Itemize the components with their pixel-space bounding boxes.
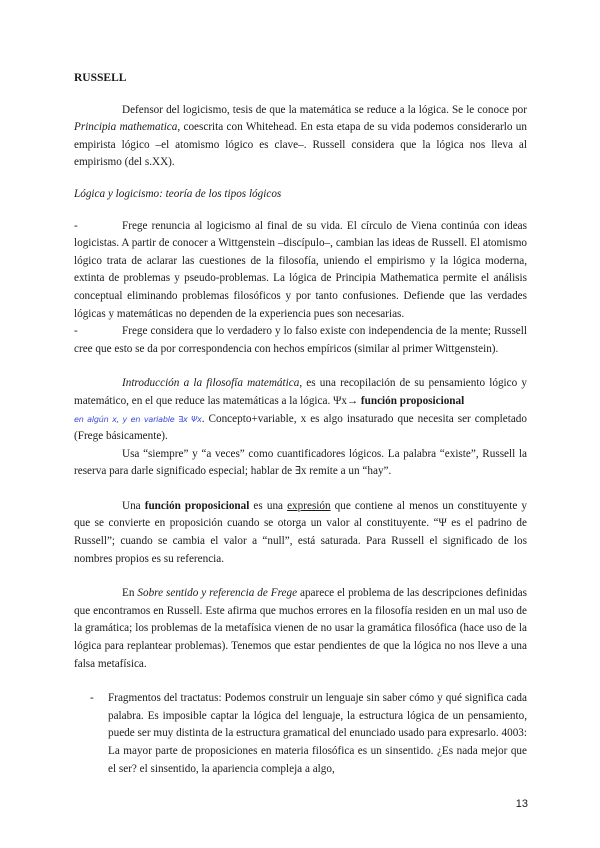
book-title: Sobre sentido y referencia de Frege — [137, 587, 298, 600]
page-number: 13 — [515, 798, 528, 810]
paragraph-cuantificadores: Usa “siempre” y “a veces” como cuantificadores lógicos. La palabra “existe”, Russell la reserva para darle significado especial; hablar de ∃x remite a un “hay”. — [74, 447, 527, 478]
list-item — [90, 690, 527, 778]
paragraph-introduccion — [74, 375, 527, 445]
spacer — [74, 481, 527, 498]
bullet-list — [90, 690, 527, 778]
page-title: RUSSELL — [74, 72, 127, 84]
text: , coescrita con Whitehead. En esta etapa de su vida podemos considerarlo un empirista lógico –el atomismo lógico es clave–. Russell considera que la lógica nos lleva al empirismo (del s.XX). — [74, 121, 527, 169]
book-title: Introducción a la filosofía matemática — [122, 377, 300, 390]
spacer — [74, 358, 527, 375]
list-item-text: Fragmentos del tractatus: Podemos construir un lenguaje sin saber cómo y qué significa cada palabra. Es imposible captar la lógica del lenguaje, la estructura lógica de un pensamiento, puede ser muy distinta de la estructura gramatical del enunciado usado para expresarlo. 4003: La mayor parte de proposiciones en materia filosófica es un sinsentido. ¿Es nada mejor que el ser? el sinsentido, la apariencia compleja a algo, — [108, 692, 527, 775]
book-title: Principia mathematica — [74, 121, 178, 134]
text: . Concepto+variable, x es algo insaturado que necesita ser completado (Frege básicamente). — [74, 412, 527, 443]
text: aparece el problema de las descripciones definidas que encontramos en Russell. Este afirma que muchos errores en la filosofía residen en un mal uso de la gramática; los problemas de la metafísica vienen de no usar la gramática filosófica (hace uso de la lógica para replantear problemas). Tenemos que estar pendientes de que la lógica no nos lleve a una falsa metafísica. — [74, 587, 527, 670]
list-item-text: Frege renuncia al logicismo al final de su vida. El círculo de Viena continúa con ideas logicistas. A partir de conocer a Wittgenstein –discípulo–, cambian las ideas de Russell. El atomismo lógico trata de aclarar las cuestiones de la filosofía, uniendo el empirismo y la lógica moderna, extinta de problemas y pseudo-problemas. La lógica de Principia Mathematica permite el análisis conceptual eliminando problemas filosóficos y por tanto confusiones. Defiende que las verdades lógicas y matemáticas no dependen de la experiencia pues son necesarias. — [74, 219, 527, 320]
bold-term: función proposicional — [144, 499, 250, 512]
bold-term: función proposicional — [360, 394, 465, 407]
text: que contiene al menos un constituyente y que se convierte en proposición cuando se otorga un valor al constituyente. “Ψ es el padrino de Russell”; cuando se cambia el valor a “null”, está saturada. Para Russell el significado de los nombres propios es su referencia. — [74, 499, 527, 565]
document-page — [74, 70, 527, 778]
paragraph-sentido — [74, 585, 527, 673]
paragraph-funcion — [74, 498, 527, 568]
spacer — [74, 673, 527, 690]
text: Una — [122, 499, 145, 512]
list-item-text: Frege considera que lo verdadero y lo falso existe con independencia de la mente; Russell cree que esto se da por correspondencia con hechos empíricos (similar al primer Wittgenstein). — [74, 325, 527, 355]
text: Defensor del logicismo, tesis de que la matemática se reduce a la lógica. Se le conoce por — [122, 103, 527, 116]
section-subtitle: Lógica y logicismo: teoría de los tipos lógicos — [74, 187, 282, 200]
intro-paragraph — [74, 102, 527, 172]
text: En — [122, 587, 138, 600]
underlined-term: expresión — [287, 499, 331, 512]
text: es una — [249, 499, 288, 512]
handwritten-note: en algún x, y en variable ∃x Ψx — [74, 414, 202, 424]
arrow-symbol: Ψx→ — [333, 394, 361, 407]
dash-marker: - — [90, 692, 94, 705]
spacer — [74, 568, 527, 585]
dash-marker: - — [74, 325, 78, 338]
text: , es una recopilación de su pensamiento lógico y matemático, en el que reduce las matemáticas a la lógica. — [74, 377, 527, 407]
dash-marker: - — [74, 219, 78, 232]
list-item — [74, 218, 527, 324]
list-item — [74, 323, 527, 358]
